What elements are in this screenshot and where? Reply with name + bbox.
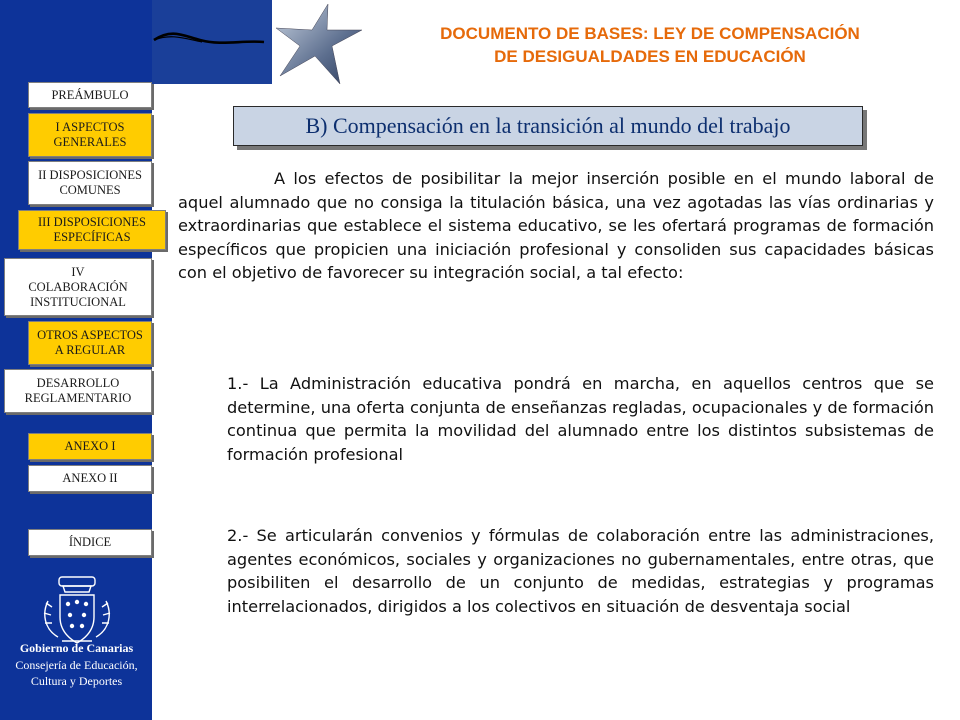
nav-aspectos-label-2: GENERALES <box>53 135 127 149</box>
nav-colab-label-2: COLABORACIÓN <box>28 279 128 294</box>
nav-preambulo-label: PREÁMBULO <box>51 87 129 102</box>
nav-comunes-label-1: II DISPOSICIONES <box>38 168 142 182</box>
measure-item-2: 2.- Se articularán convenios y fórmulas de colaboración entre las administraciones, agentes económicos, sociales y organizaciones no gubernamentales, entre otras, que posibiliten el desarrollo de un conjunto de medidas, estrategias y programas interrelacionados, dirigidos a los colectivos en situación de desventaja social <box>227 526 934 616</box>
nav-indice-label: ÍNDICE <box>68 535 112 549</box>
department-line-2: Cultura y Deportes <box>30 674 123 688</box>
nav-aspectos-label-1: I ASPECTOS <box>55 120 125 134</box>
nav-otros-label-2: A REGULAR <box>54 343 126 357</box>
government-name: Gobierno de Canarias <box>19 641 134 655</box>
title-line-2: DE DESIGUALDADES EN EDUCACIÓN <box>494 47 806 66</box>
nav-desarrollo-reglamentario-button[interactable] <box>4 369 152 413</box>
nav-especificas-label-1: III DISPOSICIONES <box>38 215 146 229</box>
nav-desarrollo-label-2: REGLAMENTARIO <box>24 391 132 405</box>
nav-colaboracion-institucional-button[interactable] <box>4 258 152 316</box>
star-logo-icon <box>270 0 370 90</box>
document-title <box>370 22 930 68</box>
nav-disposiciones-comunes-button[interactable] <box>28 161 152 205</box>
nav-colab-label-3: INSTITUCIONAL <box>30 294 126 309</box>
nav-anexo-2-label: ANEXO II <box>62 471 118 485</box>
nav-aspectos-generales-button[interactable] <box>28 113 152 157</box>
title-line-1: DOCUMENTO DE BASES: LEY DE COMPENSACIÓN <box>440 24 860 43</box>
government-branding <box>4 640 149 689</box>
nav-indice-button[interactable] <box>28 529 152 556</box>
measure-item-1: 1.- La Administración educativa pondrá en marcha, en aquellos centros que se determine, una oferta conjunta de enseñanzas regladas, ocupacionales y de formación continua que permita la movilidad del alumnado entre los distintos subsistemas de formación profesional <box>227 374 934 464</box>
nav-otros-label-1: OTROS ASPECTOS <box>37 328 143 342</box>
nav-anexo-2-button[interactable] <box>28 465 152 492</box>
nav-colab-label-1: IV <box>71 264 85 279</box>
section-heading: B) Compensación en la transición al mundo del trabajo <box>233 106 863 146</box>
nav-comunes-label-2: COMUNES <box>59 183 121 197</box>
nav-anexo-1-button[interactable] <box>28 433 152 460</box>
department-line-1: Consejería de Educación, <box>15 658 138 672</box>
nav-especificas-label-2: ESPECÍFICAS <box>53 230 131 244</box>
wave-logo <box>152 0 272 84</box>
nav-otros-aspectos-button[interactable] <box>28 321 152 365</box>
nav-disposiciones-especificas-button[interactable] <box>18 210 166 250</box>
nav-desarrollo-label-1: DESARROLLO <box>36 376 120 390</box>
intro-paragraph: A los efectos de posibilitar la mejor inserción posible en el mundo laboral de aquel alumnado que no consiga la titulación básica, una vez agotadas las vías ordinarias y extraordinarias que establece el sistema educativo, se les ofertará programas de formación específicos que propicien una iniciación profesional y consoliden sus capacidades básicas con el objetivo de favorecer su integración social, a tal efecto: <box>178 169 934 283</box>
nav-preambulo-button[interactable] <box>28 82 152 108</box>
nav-anexo-1-label: ANEXO I <box>64 439 116 453</box>
